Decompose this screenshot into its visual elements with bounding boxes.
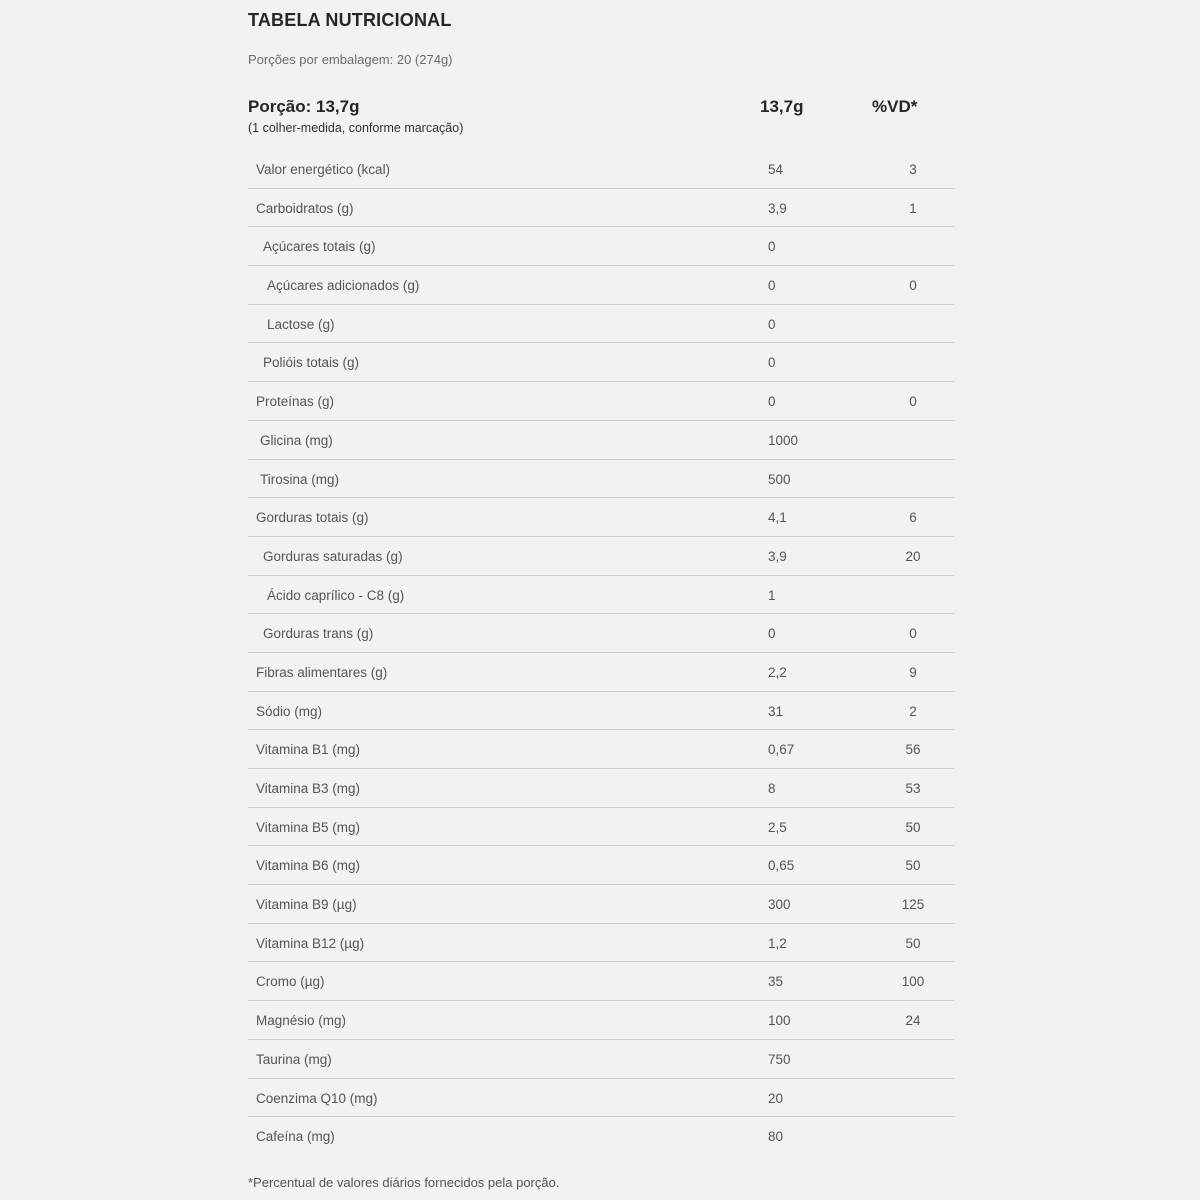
nutrient-vd: 9	[909, 664, 917, 680]
nutrient-vd: 0	[909, 394, 917, 410]
table-row	[248, 614, 954, 653]
page-title: TABELA NUTRICIONAL	[248, 10, 452, 30]
footnote: *Percentual de valores diários fornecidos pela porção.	[248, 1175, 560, 1190]
nutrient-amount: 54	[768, 162, 784, 177]
nutrient-amount: 3,9	[768, 548, 787, 564]
nutrient-amount: 750	[768, 1051, 791, 1067]
nutrient-vd: 20	[905, 548, 921, 564]
nutrient-amount: 2,2	[768, 664, 787, 680]
table-row	[248, 769, 954, 808]
nutrient-vd: 50	[905, 819, 921, 835]
nutrient-amount: 1000	[768, 432, 799, 448]
nutrient-amount: 0	[768, 239, 776, 255]
nutrient-name: Valor energético (kcal)	[256, 162, 391, 177]
nutrient-vd: 6	[909, 510, 917, 526]
portion-label: Porção: 13,7g	[248, 97, 360, 116]
table-row	[248, 885, 954, 924]
table-row	[248, 808, 954, 847]
nutrient-name: Vitamina B5 (mg)	[256, 819, 361, 835]
nutrient-vd: 50	[905, 858, 921, 874]
nutrient-name: Carboidratos (g)	[256, 200, 354, 216]
table-row	[248, 305, 954, 344]
nutrient-vd: 2	[909, 703, 917, 719]
nutrient-name: Fibras alimentares (g)	[256, 664, 388, 680]
nutrient-amount: 1,2	[768, 935, 787, 951]
nutrient-name: Açúcares totais (g)	[263, 239, 376, 255]
table-row	[248, 343, 954, 382]
nutrient-amount: 0	[768, 316, 776, 332]
amount-column-header: 13,7g	[760, 97, 804, 116]
nutrient-name: Cromo (µg)	[256, 974, 325, 990]
nutrient-vd: 56	[905, 742, 921, 758]
vd-column-header: %VD*	[872, 97, 918, 116]
nutrient-name: Taurina (mg)	[256, 1051, 332, 1067]
nutrient-vd: 0	[909, 626, 917, 642]
nutrient-name: Gorduras trans (g)	[263, 626, 374, 642]
nutrient-name: Vitamina B9 (µg)	[256, 897, 357, 913]
table-row	[248, 576, 954, 615]
portion-note: (1 colher-medida, conforme marcação)	[248, 121, 464, 135]
nutrient-amount: 0	[768, 626, 776, 642]
nutrient-amount: 0	[768, 278, 776, 294]
nutrient-vd: 100	[901, 974, 925, 990]
table-row	[248, 1117, 954, 1156]
nutrient-amount: 35	[768, 974, 784, 990]
nutrient-amount: 300	[768, 897, 791, 913]
servings-per-package: Porções por embalagem: 20 (274g)	[248, 52, 453, 67]
table-row	[248, 962, 954, 1001]
nutrient-vd: 1	[909, 200, 917, 216]
nutrient-amount: 1	[768, 587, 776, 603]
nutrient-amount: 2,5	[768, 819, 787, 835]
nutrient-name: Gorduras totais (g)	[256, 510, 369, 526]
nutrient-vd: 24	[905, 1013, 921, 1029]
table-row	[248, 150, 954, 189]
table-row	[248, 924, 954, 963]
nutrient-amount: 500	[768, 471, 791, 487]
table-row	[248, 227, 954, 266]
nutrient-vd: 0	[909, 278, 917, 294]
nutrient-name: Tirosina (mg)	[260, 471, 340, 487]
nutrient-name: Magnésio (mg)	[256, 1013, 347, 1029]
nutrient-vd: 125	[901, 897, 925, 913]
nutrient-amount: 4,1	[768, 510, 787, 526]
table-row	[248, 1001, 954, 1040]
table-row	[248, 266, 954, 305]
nutrient-vd: 53	[905, 781, 921, 796]
table-row	[248, 692, 954, 731]
nutrient-name: Lactose (g)	[267, 316, 335, 332]
nutrient-name: Proteínas (g)	[256, 394, 335, 410]
nutrient-amount: 0,67	[768, 742, 795, 758]
nutrient-amount: 0,65	[768, 858, 795, 874]
table-row	[248, 421, 954, 460]
nutrient-name: Glicina (mg)	[260, 432, 333, 448]
nutrient-vd: 50	[905, 935, 921, 951]
table-row	[248, 460, 954, 499]
nutrient-name: Vitamina B1 (mg)	[256, 742, 361, 758]
nutrient-amount: 0	[768, 394, 776, 410]
table-row	[248, 1040, 954, 1079]
nutrient-amount: 80	[768, 1129, 784, 1145]
nutrient-name: Gorduras saturadas (g)	[263, 548, 403, 564]
table-row	[248, 537, 954, 576]
nutrient-vd: 3	[909, 162, 917, 177]
table-row	[248, 498, 954, 537]
nutrient-name: Coenzima Q10 (mg)	[256, 1090, 378, 1106]
nutrient-name: Cafeína (mg)	[256, 1129, 335, 1145]
nutrient-amount: 31	[768, 703, 784, 719]
nutrient-name: Polióis totais (g)	[263, 355, 360, 371]
nutrient-name: Vitamina B12 (µg)	[256, 935, 365, 951]
nutrient-amount: 0	[768, 355, 776, 371]
nutrient-name: Sódio (mg)	[256, 703, 323, 719]
table-row	[248, 1079, 954, 1118]
table-row	[248, 730, 954, 769]
nutrient-amount: 8	[768, 781, 776, 796]
nutrient-amount: 20	[768, 1090, 784, 1106]
nutrient-name: Açúcares adicionados (g)	[267, 278, 420, 294]
nutrient-amount: 3,9	[768, 200, 787, 216]
nutrient-name: Ácido caprílico - C8 (g)	[267, 587, 405, 603]
table-row	[248, 653, 954, 692]
nutrient-amount: 100	[768, 1013, 791, 1029]
table-row	[248, 382, 954, 421]
nutrient-name: Vitamina B6 (mg)	[256, 858, 361, 874]
table-row	[248, 189, 954, 228]
nutrition-table	[248, 150, 954, 1156]
table-row	[248, 846, 954, 885]
nutrient-name: Vitamina B3 (mg)	[256, 781, 361, 796]
